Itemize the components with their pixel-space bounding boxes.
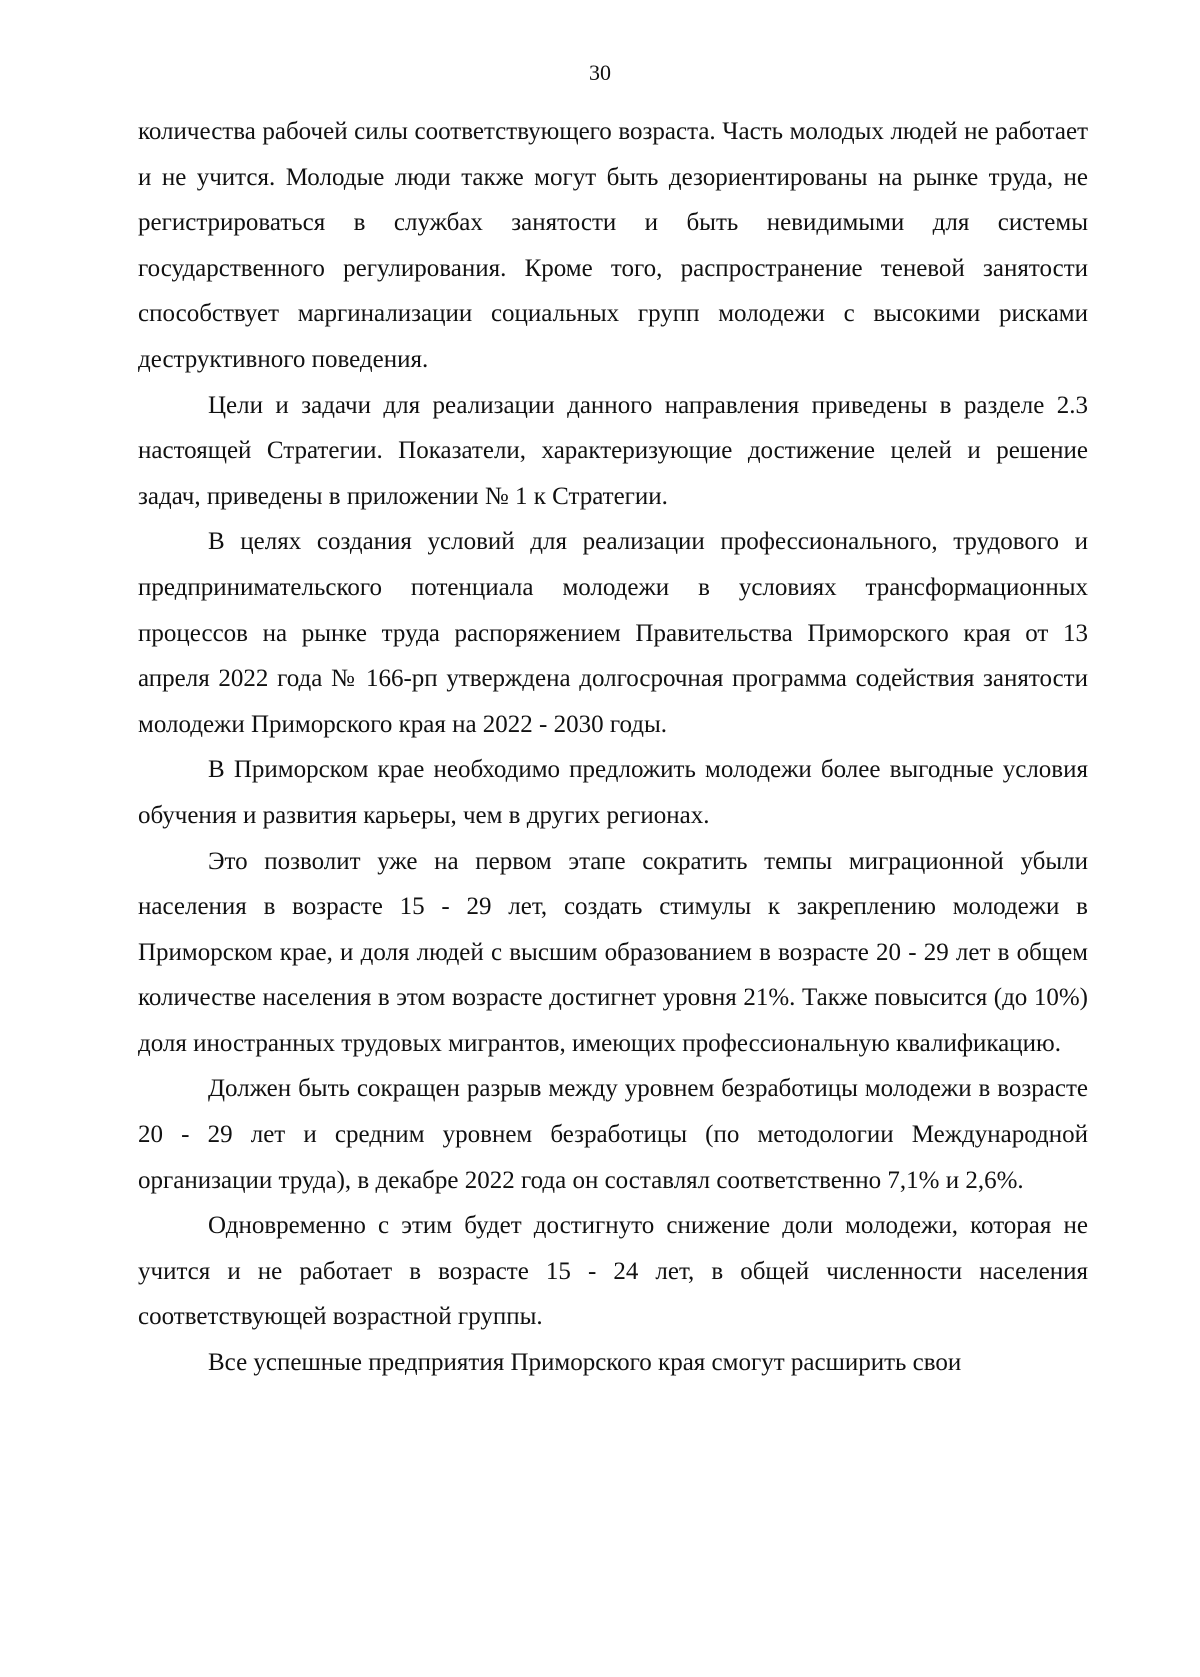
paragraph-conditions: В Приморском крае необходимо предложить молодежи более выгодные условия обучения и развития карьеры, чем в других регионах. (138, 756, 1088, 829)
document-body (138, 109, 1088, 1386)
paragraph-continuation: количества рабочей силы соответствующего возраста. Часть молодых людей не работает и не учится. Молодые люди также могут быть дезориентированы на рынке труда, не регистрироваться в службах занятости и быть невидимыми для системы государственного регулирования. Кроме того, распространение теневой занятости способствует маргинализации социальных групп молодежи с высокими рисками деструктивного поведения. (138, 118, 1088, 373)
paragraph-unemployment: Должен быть сокращен разрыв между уровнем безработицы молодежи в возрасте 20 - 29 лет и средним уровнем безработицы (по методологии Международной организации труда), в декабре 2022 года он составлял соответственно 7,1% и 2,6%. (138, 1075, 1088, 1194)
paragraph-migration: Это позволит уже на первом этапе сократить темпы миграционной убыли населения в возрасте 15 - 29 лет, создать стимулы к закреплению молодежи в Приморском крае, и доля людей с высшим образованием в возрасте 20 - 29 лет в общем количестве населения в этом возрасте достигнет уровня 21%. Также повысится (до 10%) доля иностранных трудовых мигрантов, имеющих профессиональную квалификацию. (138, 847, 1088, 1057)
paragraph-program: В целях создания условий для реализации профессионального, трудового и предпринимательского потенциала молодежи в условиях трансформационных процессов на рынке труда распоряжением Правительства Приморского края от 13 апреля 2022 года № 166-рп утверждена долгосрочная программа содействия занятости молодежи Приморского края на 2022 - 2030 годы. (138, 528, 1088, 738)
paragraph-neet: Одновременно с этим будет достигнуто снижение доли молодежи, которая не учится и не работает в возрасте 15 - 24 лет, в общей численности населения соответствующей возрастной группы. (138, 1212, 1088, 1331)
page-number: 30 (589, 60, 611, 85)
paragraph-goals: Цели и задачи для реализации данного направления приведены в разделе 2.3 настоящей Стратегии. Показатели, характеризующие достижение целей и решение задач, приведены в приложении № 1 к Стратегии. (138, 391, 1088, 510)
paragraph-enterprises: Все успешные предприятия Приморского края смогут расширить свои (208, 1349, 962, 1377)
